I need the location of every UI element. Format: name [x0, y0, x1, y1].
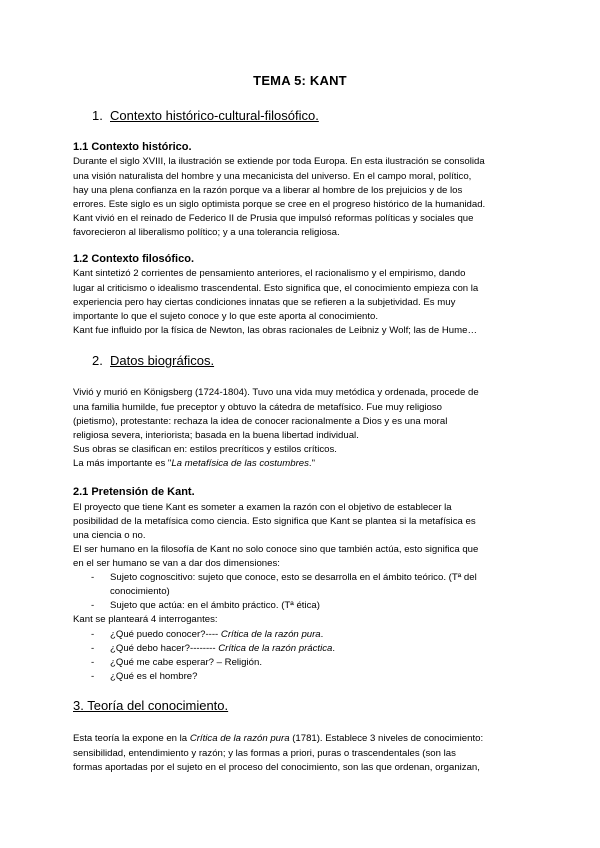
- questions-intro: Kant se planteará 4 interrogantes:: [73, 614, 218, 625]
- paragraph-line: Durante el siglo XVIII, la ilustración se extiende por toda Europa. En esta ilustración se consolida: [73, 156, 485, 167]
- paragraph-line: religiosa severa, interiorista; basada en la buena libertad individual.: [73, 430, 359, 441]
- paragraph-line: hay una plena confianza en la razón porque va a liberar al hombre de los prejuicios y de los: [73, 185, 463, 196]
- list-dash: -: [91, 600, 95, 611]
- paragraph-line: Kant vivió en el reinado de Federico II de Prusia que impulsó reformas políticas y sociales que: [73, 213, 474, 224]
- paragraph-line: lugar al criticismo o idealismo trascendental. Esto significa que, el conocimiento empieza con la: [73, 283, 479, 294]
- paragraph-line: posibilidad de la metafísica como ciencia. Esto significa que Kant se plantea si la metafísica es: [73, 516, 476, 527]
- question-end: .: [320, 629, 324, 640]
- important-work-line: [73, 458, 315, 470]
- section-3-line-prefix: Esta teoría la expone en la: [73, 733, 190, 744]
- paragraph-line: formas aportadas por el sujeto en el proceso del conocimiento, son las que ordenan, organizan,: [73, 762, 480, 773]
- section-2-heading: Datos biográficos.: [110, 353, 215, 368]
- question-item: ¿Qué es el hombre?: [110, 671, 198, 682]
- question-work: Crítica de la razón pura: [220, 629, 321, 640]
- section-3-line-suffix: (1781). Establece 3 niveles de conocimiento:: [289, 733, 484, 744]
- list-dash: -: [91, 643, 95, 654]
- list-item-continuation: conocimiento): [110, 586, 170, 597]
- question-end: .: [332, 643, 336, 654]
- subsection-1-1-heading: 1.1 Contexto histórico.: [73, 141, 192, 153]
- paragraph-line: (pietismo), protestante: rechaza la idea de conocer racionalmente a Dios y es una moral: [73, 416, 448, 427]
- list-dash: -: [91, 671, 95, 682]
- section-3-line-work: Crítica de la razón pura: [189, 733, 290, 744]
- paragraph-line: Kant fue influido por la física de Newton, las obras racionales de Leibniz y Wolf; las de Hume…: [73, 325, 478, 336]
- question-text: ¿Qué debo hacer?--------: [110, 643, 219, 654]
- paragraph-line: importante lo que el sujeto conoce y lo que este aporta al conocimiento.: [73, 311, 379, 322]
- list-item: Sujeto cognoscitivo: sujeto que conoce, esto se desarrolla en el ámbito teórico. (Tª del: [110, 572, 477, 583]
- question-item: [110, 629, 323, 641]
- list-dash: -: [91, 572, 95, 583]
- paragraph-line: favorecieron al liberalismo político; y a una tolerancia religiosa.: [73, 227, 340, 238]
- paragraph-line: experiencia pero hay ciertas condiciones innatas que se refieren a la subjetividad. Es muy: [73, 297, 456, 308]
- paragraph-line: errores. Este siglo es un siglo optimista porque se cree en el progreso histórico de la humanidad.: [73, 199, 486, 210]
- paragraph-line: una visión naturalista del hombre y una mecanicista del universo. En el campo moral, político,: [73, 171, 472, 182]
- section-2-number: 2.: [92, 353, 103, 368]
- section-3-heading: 3. Teoría del conocimiento.: [73, 698, 229, 713]
- list-dash: -: [91, 629, 95, 640]
- paragraph-line: El proyecto que tiene Kant es someter a examen la razón con el objetivo de establecer la: [73, 502, 452, 513]
- paragraph-line: una familia humilde, fue preceptor y obtuvo la cátedra de metafísico. Fue muy religioso: [73, 402, 443, 413]
- paragraph-line: en el ser humano se van a dar dos dimensiones:: [73, 558, 280, 569]
- paragraph-line: Vivió y murió en Königsberg (1724-1804). Tuvo una vida muy metódica y ordenada, procede de: [73, 387, 479, 398]
- question-work: Crítica de la razón práctica: [218, 643, 333, 654]
- subsection-1-2-heading: 1.2 Contexto filosófico.: [73, 253, 195, 265]
- paragraph-line: Kant sintetizó 2 corrientes de pensamiento anteriores, el racionalismo y el empirismo, dando: [73, 268, 466, 279]
- paragraph-line: El ser humano en la filosofía de Kant no solo conoce sino que también actúa, esto significa que: [73, 544, 479, 555]
- paragraph-line: Sus obras se clasifican en: estilos precríticos y estilos críticos.: [73, 444, 337, 455]
- question-text: ¿Qué puedo conocer?----: [110, 629, 221, 640]
- document-title: TEMA 5: KANT: [253, 73, 347, 88]
- important-work-prefix: La más importante es ": [73, 458, 172, 469]
- list-item: Sujeto que actúa: en el ámbito práctico. (Tª ética): [110, 600, 320, 611]
- section-3-first-line: [73, 733, 483, 745]
- section-1-heading: Contexto histórico-cultural-filosófico.: [110, 108, 319, 123]
- paragraph-line: sensibilidad, entendimiento y razón; y las formas a priori, puras o trascendentales (son las: [73, 748, 456, 759]
- subsection-2-1-heading: 2.1 Pretensión de Kant.: [73, 486, 195, 498]
- list-dash: -: [91, 657, 95, 668]
- important-work-title: La metafísica de las costumbres: [171, 458, 309, 469]
- section-1-number: 1.: [92, 108, 103, 123]
- paragraph-line: una ciencia o no.: [73, 530, 146, 541]
- question-item: [110, 643, 335, 655]
- question-item: ¿Qué me cabe esperar? – Religión.: [110, 657, 262, 668]
- important-work-suffix: .": [308, 458, 315, 469]
